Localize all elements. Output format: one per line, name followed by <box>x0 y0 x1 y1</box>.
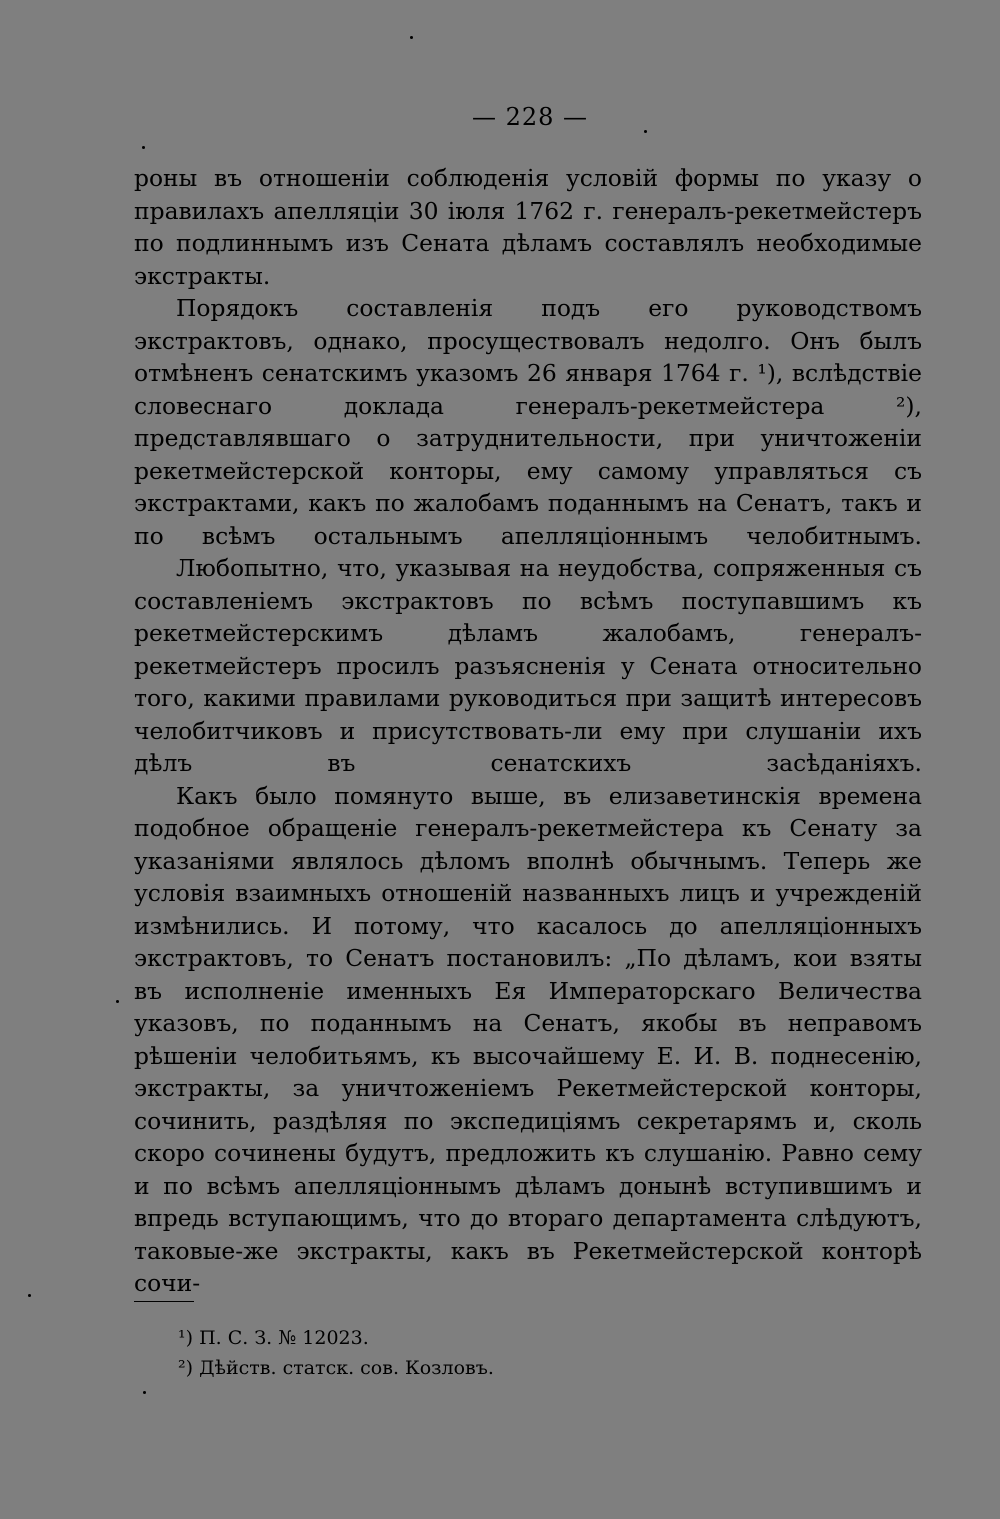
footnotes <box>178 1323 878 1383</box>
scan-speck <box>116 1000 119 1003</box>
paragraph-4: Какъ было помянуто выше, въ елизаветинскія времена подобное обращеніе генералъ-рекетмейстера къ Сенату за указаніями являлось дѣломъ вполнѣ обычнымъ. Теперь же условія взаимныхъ отношеній названныхъ лицъ и учрежденій измѣнились. И потому, что касалось до апелляціонныхъ экстрактовъ, то Сенатъ постановилъ: „По дѣламъ, кои взяты въ исполненіе именныхъ Ея Императорскаго Величества указовъ, по поданнымъ на Сенатъ, якобы въ неправомъ рѣшеніи челобитьямъ, къ высочайшему Е. И. В. поднесенію, экстракты, за уничтоженіемъ Рекетмейстерской конторы, сочинить, раздѣляя по экспедиціямъ секретарямъ и, сколь скоро сочинены будутъ, предложить къ слушанію. Равно сему и по всѣмъ апелляціоннымъ дѣламъ донынѣ вступившимъ и впредь вступающимъ, что до втораго департамента слѣдуютъ, таковые-же экстракты, какъ въ Рекетмейстерской конторѣ сочи- <box>134 781 922 1297</box>
scan-speck <box>142 146 145 149</box>
paragraph-2: Порядокъ составленія подъ его руководствомъ экстрактовъ, однако, просуществовалъ недолго. Онъ былъ отмѣненъ сенатскимъ указомъ 26 января 1764 г. ¹), вслѣдствіе словеснаго доклада генералъ-рекетмейстера ²), представлявшаго о затруднительности, при уничтоженіи рекетмейстерской конторы, ему самому управляться съ экстрактами, какъ по жалобамъ поданнымъ на Сенатъ, такъ и по всѣмъ остальнымъ апелляціоннымъ челобитнымъ. <box>134 294 922 550</box>
scan-speck <box>143 1391 146 1394</box>
page-number: — 228 — <box>471 103 589 131</box>
footnote-2-mark: ²) <box>178 1357 194 1379</box>
footnote-2 <box>178 1353 878 1383</box>
paragraph-3: Любопытно, что, указывая на неудобства, сопряженныя съ составленіемъ экстрактовъ по всѣмъ поступавшимъ къ рекетмейстерскимъ дѣламъ жалобамъ, генералъ-рекетмейстеръ просилъ разъясненія у Сената относительно того, какими правилами руководиться при защитѣ интересовъ челобитчиковъ и присутствовать-ли ему при слушаніи ихъ дѣлъ въ сенатскихъ засѣданіяхъ. <box>134 554 922 777</box>
footnote-1 <box>178 1323 878 1353</box>
paragraph-1: роны въ отношеніи соблюденія условій формы по указу о правилахъ апелляціи 30 іюля 1762 г. генералъ-рекетмейстеръ по подлиннымъ изъ Сената дѣламъ составлялъ необходимые экстракты. <box>134 164 922 290</box>
main-text <box>134 162 922 1300</box>
footnote-divider <box>134 1301 194 1302</box>
scan-speck <box>28 1294 31 1297</box>
scan-speck <box>410 36 413 39</box>
scan-speck <box>644 130 647 133</box>
footnote-1-text: П. С. З. № 12023. <box>199 1327 369 1349</box>
footnote-2-text: Дѣйств. статск. сов. Козловъ. <box>199 1357 494 1379</box>
footnote-1-mark: ¹) <box>178 1327 194 1349</box>
